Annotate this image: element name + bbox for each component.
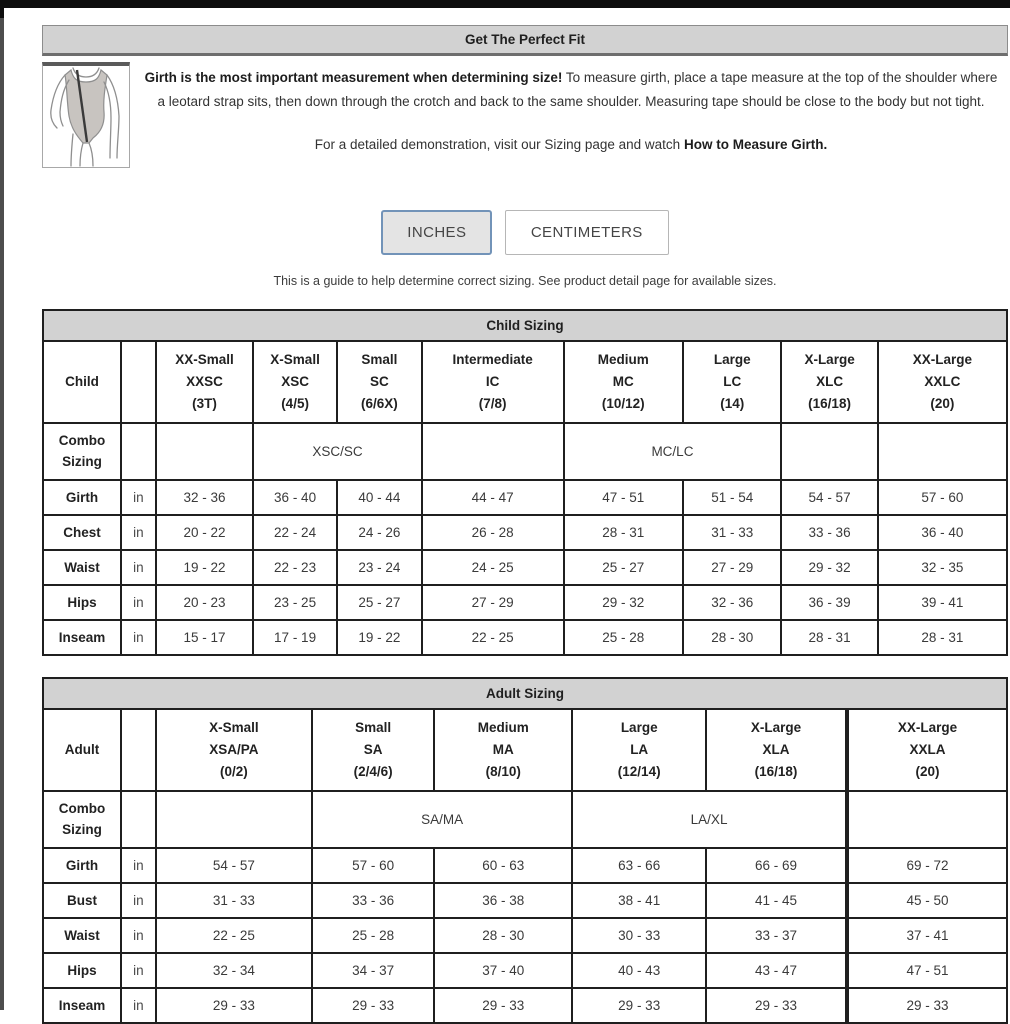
measurement-value: 24 - 25 [422, 550, 564, 585]
size-code: XLC [816, 373, 844, 389]
table-row [43, 585, 1007, 620]
measurement-value: 23 - 24 [337, 550, 422, 585]
size-name: Medium [597, 351, 649, 367]
size-column-header [434, 709, 572, 791]
table-row [43, 918, 1007, 953]
size-sizes: (12/14) [617, 764, 661, 780]
table-row [43, 848, 1007, 883]
size-column-header [572, 709, 706, 791]
measurement-value: 25 - 28 [564, 620, 684, 655]
size-sizes: (0/2) [219, 764, 248, 780]
measurement-value: 29 - 33 [706, 988, 847, 1023]
combo-cell: XSC/SC [253, 423, 422, 480]
size-sizes: (16/18) [808, 396, 851, 412]
measurement-value: 22 - 24 [253, 515, 337, 550]
measurement-value: 32 - 36 [156, 480, 253, 515]
size-code: LC [723, 373, 742, 389]
measurement-value: 29 - 33 [434, 988, 572, 1023]
size-name: Large [620, 719, 658, 735]
size-code: SA [363, 741, 383, 757]
adult-sizing-table [42, 677, 1008, 1024]
size-name: XX-Large [912, 351, 973, 367]
size-sizes: (2/4/6) [353, 764, 393, 780]
size-code: XXLC [924, 373, 961, 389]
measurement-value: 28 - 30 [434, 918, 572, 953]
measurement-value: 33 - 37 [706, 918, 847, 953]
size-name: XX-Small [175, 351, 234, 367]
measurement-value: 51 - 54 [683, 480, 781, 515]
measurement-value: 28 - 31 [878, 620, 1007, 655]
size-sizes: (7/8) [478, 396, 507, 412]
size-code: LA [630, 741, 649, 757]
girth-measurement-diagram [42, 62, 130, 168]
table-row [43, 953, 1007, 988]
measurement-value: 29 - 33 [312, 988, 434, 1023]
size-column-header [847, 709, 1007, 791]
measurement-value: 27 - 29 [683, 550, 781, 585]
measurement-value: 20 - 22 [156, 515, 253, 550]
page-title: Get The Perfect Fit [42, 25, 1008, 56]
measurement-value: 28 - 31 [564, 515, 684, 550]
size-sizes: (20) [915, 764, 940, 780]
unit-cell: in [121, 550, 156, 585]
size-column-header [312, 709, 434, 791]
measurement-value: 36 - 38 [434, 883, 572, 918]
combo-unit-cell [121, 791, 156, 848]
size-sizes: (6/6X) [361, 396, 398, 412]
measurement-value: 29 - 33 [156, 988, 312, 1023]
demo-note-bold: How to Measure Girth. [683, 137, 828, 153]
girth-instructions-lead: Girth is the most important measurement when determining size! [144, 70, 563, 85]
size-column-header [253, 341, 337, 423]
size-column-header [878, 341, 1007, 423]
measurement-value: 40 - 44 [337, 480, 422, 515]
measurement-value: 39 - 41 [878, 585, 1007, 620]
size-code: SC [370, 373, 389, 389]
measurement-label: Inseam [43, 620, 121, 655]
measurement-value: 63 - 66 [572, 848, 706, 883]
child-sizing-table [42, 309, 1008, 656]
unit-cell: in [121, 988, 156, 1023]
demo-note [140, 137, 1002, 152]
size-name: Small [355, 719, 392, 735]
measurement-value: 66 - 69 [706, 848, 847, 883]
combo-cell: MC/LC [564, 423, 782, 480]
measurement-value: 34 - 37 [312, 953, 434, 988]
measurement-value: 33 - 36 [312, 883, 434, 918]
combo-cell [878, 423, 1007, 480]
size-code: IC [485, 373, 500, 389]
measurement-value: 31 - 33 [683, 515, 781, 550]
measurement-value: 25 - 27 [564, 550, 684, 585]
size-code: XSA/PA [209, 741, 259, 757]
size-sizes: (16/18) [754, 764, 798, 780]
size-name: Intermediate [452, 351, 533, 367]
measurement-value: 20 - 23 [156, 585, 253, 620]
measurement-value: 26 - 28 [422, 515, 564, 550]
size-name: X-Large [750, 719, 802, 735]
table-section-title: Adult Sizing [43, 678, 1007, 709]
size-code: MC [612, 373, 634, 389]
measurement-label: Chest [43, 515, 121, 550]
measurement-value: 44 - 47 [422, 480, 564, 515]
girth-instructions-body: To measure girth, place a tape measure at the top of the shoulder where a leotard strap sits, then down through the crotch and back to the same shoulder. Measuring tape should be close to the body but not tight. [157, 70, 998, 109]
measurement-value: 47 - 51 [564, 480, 684, 515]
measurement-value: 17 - 19 [253, 620, 337, 655]
measurement-label: Bust [43, 883, 121, 918]
size-code: MA [492, 741, 514, 757]
table-row [43, 620, 1007, 655]
size-column-header [781, 341, 877, 423]
size-column-header [156, 709, 312, 791]
size-column-header [337, 341, 422, 423]
size-name: Medium [477, 719, 529, 735]
table-row [43, 550, 1007, 585]
size-name: Large [713, 351, 751, 367]
size-name: X-Large [804, 351, 855, 367]
table-row-header-label: Adult [43, 709, 121, 791]
size-name: Small [361, 351, 398, 367]
size-sizes: (8/10) [485, 764, 521, 780]
combo-unit-cell [121, 423, 156, 480]
size-sizes: (4/5) [281, 396, 309, 412]
size-sizes: (20) [930, 396, 955, 412]
size-sizes: (3T) [192, 396, 217, 412]
measurement-label: Inseam [43, 988, 121, 1023]
size-code: XXSC [186, 373, 223, 389]
measurement-value: 36 - 40 [253, 480, 337, 515]
size-column-header [564, 341, 684, 423]
inches-button[interactable]: INCHES [381, 210, 492, 255]
measurement-value: 29 - 32 [564, 585, 684, 620]
measurement-value: 32 - 36 [683, 585, 781, 620]
measurement-value: 22 - 25 [156, 918, 312, 953]
intro-section [42, 62, 1008, 168]
window-top-border [0, 0, 1010, 8]
measurement-label: Girth [43, 480, 121, 515]
measurement-value: 28 - 30 [683, 620, 781, 655]
unit-cell: in [121, 953, 156, 988]
size-sizes: (10/12) [601, 396, 645, 412]
measurement-label: Girth [43, 848, 121, 883]
measurement-value: 45 - 50 [847, 883, 1007, 918]
measurement-value: 25 - 28 [312, 918, 434, 953]
measurement-value: 38 - 41 [572, 883, 706, 918]
measurement-value: 24 - 26 [337, 515, 422, 550]
size-name: XX-Large [897, 719, 958, 735]
measurement-value: 28 - 31 [781, 620, 877, 655]
combo-cell [847, 791, 1007, 848]
measurement-label: Hips [43, 953, 121, 988]
measurement-value: 29 - 32 [781, 550, 877, 585]
measurement-value: 30 - 33 [572, 918, 706, 953]
measurement-label: Waist [43, 550, 121, 585]
combo-sizing-label: Combo Sizing [43, 423, 121, 480]
measurement-value: 32 - 34 [156, 953, 312, 988]
measurement-value: 40 - 43 [572, 953, 706, 988]
measurement-value: 69 - 72 [847, 848, 1007, 883]
table-row [43, 883, 1007, 918]
measurement-value: 23 - 25 [253, 585, 337, 620]
window-left-border [0, 0, 4, 1010]
combo-cell: LA/XL [572, 791, 847, 848]
size-name: X-Small [209, 719, 259, 735]
unit-cell: in [121, 883, 156, 918]
table-row-header-label: Child [43, 341, 121, 423]
girth-instructions [140, 66, 1002, 113]
measurement-value: 36 - 39 [781, 585, 877, 620]
measurement-value: 41 - 45 [706, 883, 847, 918]
size-column-header [422, 341, 564, 423]
measurement-value: 60 - 63 [434, 848, 572, 883]
combo-sizing-label: Combo Sizing [43, 791, 121, 848]
size-column-header [156, 341, 253, 423]
measurement-value: 22 - 25 [422, 620, 564, 655]
unit-cell: in [121, 585, 156, 620]
unit-cell: in [121, 620, 156, 655]
unit-cell: in [121, 848, 156, 883]
measurement-value: 43 - 47 [706, 953, 847, 988]
table-section-title: Child Sizing [43, 310, 1007, 341]
unit-column-header [121, 709, 156, 791]
size-column-header [706, 709, 847, 791]
size-column-header [683, 341, 781, 423]
combo-cell [781, 423, 877, 480]
leotard-figure-icon [43, 66, 129, 167]
size-code: XLA [762, 741, 790, 757]
combo-cell [156, 423, 253, 480]
measurement-value: 31 - 33 [156, 883, 312, 918]
unit-cell: in [121, 480, 156, 515]
measurement-value: 25 - 27 [337, 585, 422, 620]
table-row [43, 480, 1007, 515]
size-sizes: (14) [720, 396, 745, 412]
demo-note-text: For a detailed demonstration, visit our Sizing page and watch [314, 137, 681, 153]
combo-cell [156, 791, 312, 848]
sizing-guide-note: This is a guide to help determine correct sizing. See product detail page for available sizes. [273, 274, 777, 288]
table-row [43, 988, 1007, 1023]
measurement-value: 37 - 41 [847, 918, 1007, 953]
centimeters-button[interactable]: CENTIMETERS [505, 210, 669, 255]
measurement-value: 37 - 40 [434, 953, 572, 988]
unit-cell: in [121, 918, 156, 953]
measurement-value: 47 - 51 [847, 953, 1007, 988]
measurement-value: 29 - 33 [847, 988, 1007, 1023]
measurement-label: Hips [43, 585, 121, 620]
measurement-value: 33 - 36 [781, 515, 877, 550]
measurement-value: 22 - 23 [253, 550, 337, 585]
measurement-value: 19 - 22 [156, 550, 253, 585]
measurement-value: 29 - 33 [572, 988, 706, 1023]
size-code: XXLA [909, 741, 946, 757]
measurement-value: 36 - 40 [878, 515, 1007, 550]
table-row [43, 515, 1007, 550]
combo-cell [422, 423, 564, 480]
measurement-value: 57 - 60 [878, 480, 1007, 515]
intro-text-block [130, 62, 1008, 168]
unit-column-header [121, 341, 156, 423]
measurement-value: 54 - 57 [156, 848, 312, 883]
combo-cell: SA/MA [312, 791, 572, 848]
page-content [42, 25, 1008, 1024]
measurement-value: 57 - 60 [312, 848, 434, 883]
measurement-value: 19 - 22 [337, 620, 422, 655]
measurement-value: 54 - 57 [781, 480, 877, 515]
unit-toggle [42, 210, 1008, 255]
size-name: X-Small [270, 351, 320, 367]
measurement-value: 27 - 29 [422, 585, 564, 620]
unit-cell: in [121, 515, 156, 550]
measurement-value: 15 - 17 [156, 620, 253, 655]
measurement-value: 32 - 35 [878, 550, 1007, 585]
size-code: XSC [281, 373, 309, 389]
measurement-label: Waist [43, 918, 121, 953]
